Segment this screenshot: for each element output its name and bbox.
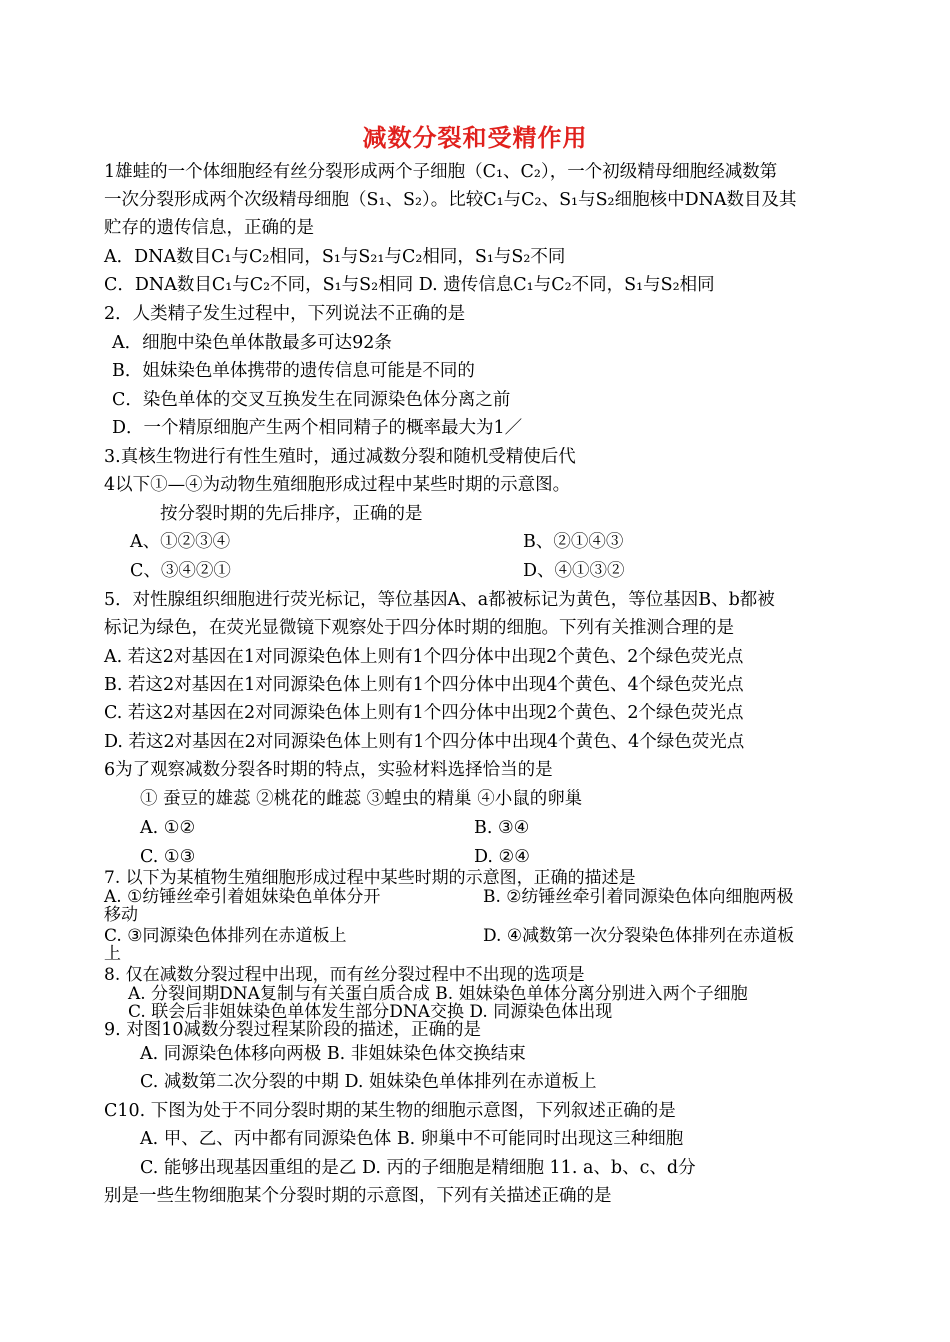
q5-option-c: C. 若这2对基因在2对同源染色体上则有1个四分体中出现2个黄色、2个绿色荧光点 (104, 703, 744, 723)
q2-option-d: D．一个精原细胞产生两个相同精子的概率最大为1／ (112, 418, 523, 438)
q9-stem: 9. 对图10减数分裂过程某阶段的描述，正确的是 (104, 1020, 482, 1040)
q5-stem-line-2: 标记为绿色，在荧光显微镜下观察处于四分体时期的细胞。下列有关推测合理的是 (104, 618, 734, 638)
q3-stem: 3.真核生物进行有性生殖时，通过减数分裂和随机受精使后代 (104, 447, 576, 467)
q6-option-b: B. ③④ (474, 818, 530, 838)
q2-option-c: C．染色单体的交叉互换发生在同源染色体分离之前 (112, 390, 511, 410)
q2-option-b: B．姐妹染色单体携带的遗传信息可能是不同的 (112, 361, 475, 381)
q6-option-c: C. ①③ (140, 847, 196, 867)
q7-option-c: C. ③同源染色体排列在赤道板上 (104, 926, 347, 946)
q10-option-ab: A. 甲、乙、丙中都有同源染色体 B. 卵巢中不可能同时出现这三种细胞 (140, 1129, 684, 1149)
q4-option-b: B、②①④③ (523, 532, 624, 552)
q10-option-cd: C. 能够出现基因重组的是乙 D. 丙的子细胞是精细胞 11. a、b、c、d分 (140, 1158, 696, 1178)
q5-option-b: B. 若这2对基因在1对同源染色体上则有1个四分体中出现4个黄色、4个绿色荧光点 (104, 675, 744, 695)
q5-option-a: A. 若这2对基因在1对同源染色体上则有1个四分体中出现2个黄色、2个绿色荧光点 (104, 647, 744, 667)
q4-option-a: A、①②③④ (130, 532, 231, 552)
q7-option-d: D. ④减数第一次分裂染色体排列在赤道板 (483, 926, 795, 946)
q2-option-a: A．细胞中染色单体散最多可达92条 (112, 333, 392, 353)
q7-option-b: B. ②纺锤丝牵引着同源染色体向细胞两极 (483, 887, 794, 907)
q5-stem-line-1: 5．对性腺组织细胞进行荧光标记，等位基因A、a都被标记为黄色，等位基因B、b都被 (104, 590, 775, 610)
page-title: 减数分裂和受精作用 (362, 123, 588, 152)
q10-stem: C10. 下图为处于不同分裂时期的某生物的细胞示意图，下列叙述正确的是 (104, 1101, 676, 1121)
q1-stem-line-1: 1雄蛙的一个体细胞经有丝分裂形成两个子细胞（C₁、C₂），一个初级精母细胞经减数第 (104, 162, 778, 182)
q7-stem: 7. 以下为某植物生殖细胞形成过程中某些时期的示意图，正确的描述是 (104, 868, 636, 888)
q8-stem: 8. 仅在减数分裂过程中出现，而有丝分裂过程中不出现的选项是 (104, 965, 585, 985)
q6-option-a: A. ①② (140, 818, 196, 838)
q7-option-b-cont: 移动 (104, 905, 138, 925)
q7-option-a: A. ①纺锤丝牵引着姐妹染色单体分开 (104, 887, 381, 907)
q5-option-d: D. 若这2对基因在2对同源染色体上则有1个四分体中出现4个黄色、4个绿色荧光点 (104, 732, 745, 752)
q1-option-a: A．DNA数目C₁与C₂相同，S₁与S₂₁与C₂相同，S₁与S₂不同 (104, 247, 566, 267)
q9-option-ab: A. 同源染色体移向两极 B. 非姐妹染色体交换结束 (140, 1044, 526, 1064)
q2-stem: 2．人类精子发生过程中，下列说法不正确的是 (104, 304, 466, 324)
q6-option-d: D. ②④ (474, 847, 530, 867)
q6-materials: ① 蚕豆的雄蕊 ②桃花的雌蕊 ③蝗虫的精巢 ④小鼠的卵巢 (140, 789, 583, 809)
q4-option-d: D、④①③② (523, 561, 625, 581)
q1-stem-line-3: 贮存的遗传信息，正确的是 (104, 218, 314, 238)
q4-sub-stem: 按分裂时期的先后排序，正确的是 (160, 504, 423, 524)
q4-option-c: C、③④②① (130, 561, 231, 581)
q6-stem: 6为了观察减数分裂各时期的特点，实验材料选择恰当的是 (104, 760, 553, 780)
q8-option-ab: A. 分裂间期DNA复制与有关蛋白质合成 B. 姐妹染色单体分离分别进入两个子细胞 (128, 984, 748, 1004)
q1-stem-line-2: 一次分裂形成两个次级精母细胞（S₁、S₂）。比较C₁与C₂、S₁与S₂细胞核中DNA数目及其 (104, 190, 797, 210)
q1-option-cd: C．DNA数目C₁与C₂不同，S₁与S₂相同 D. 遗传信息C₁与C₂不同，S₁与S₂相同 (104, 275, 715, 295)
q11-stem-cont: 别是一些生物细胞某个分裂时期的示意图，下列有关描述正确的是 (104, 1186, 612, 1206)
q8-option-cd: C. 联会后非姐妹染色单体发生部分DNA交换 D. 同源染色体出现 (128, 1002, 613, 1022)
q9-option-cd: C. 减数第二次分裂的中期 D. 姐妹染色单体排列在赤道板上 (140, 1072, 597, 1092)
q4-stem: 4以下①—④为动物生殖细胞形成过程中某些时期的示意图。 (104, 475, 571, 495)
q7-option-d-cont: 上 (104, 944, 121, 964)
